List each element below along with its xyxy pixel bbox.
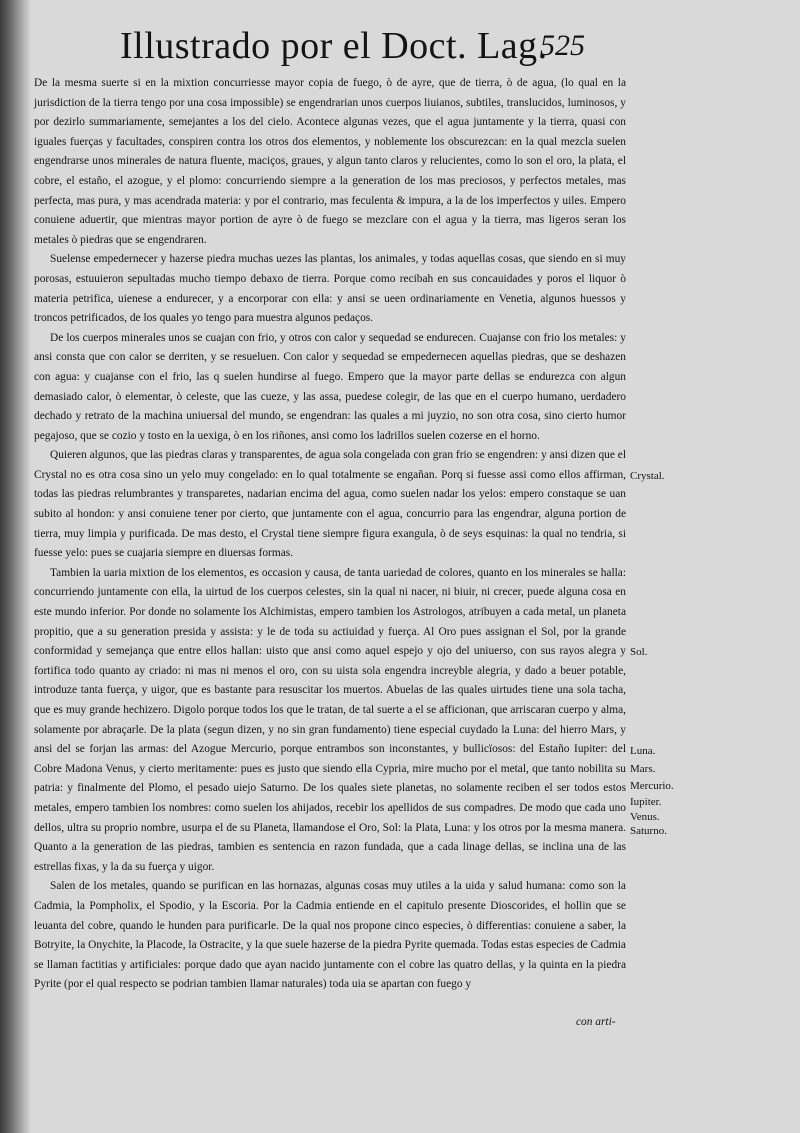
paragraph: Salen de los metales, quando se purifican en las hornazas, algunas cosas muy utiles a la uida y salud humana: como son la Cadmia, la Pompholix, el Spodio, y la Escoria. Por la Cadmia entiende en el capitulo presente Dioscorides, el hollin que se leuanta del cobre, quando le hunden para purificarle. De la qual nos propone cinco especies, ò differentias: conuiene a saber, la Botryite, la Onychite, la Placode, la Ostracite, y la que suele hazerse de la piedra Pyrite quemada. Todas estas especies de Cadmia se llaman factitias y artificiales: porque dado que ayan nacido juntamente con el cobre las quatro dellas, y la quinta en la piedra Pyrite (por el qual respecto se podrian tambien llamar naturales) toda uia se apartan con fuego y [34,880,626,991]
paragraph: De la mesma suerte si en la mixtion concurriesse mayor copia de fuego, ò de ayre, que de tierra, ò de agua, (lo qual en la jurisdiction de la tierra tengo por una cosa impossible) se engendrarian unos cuerpos liuianos, subtiles, translucidos, luminosos, y por dezirlo summariamente, semejantes a los del cielo. Acontece algunas vezes, que el agua juntamente y la tierra, quasi con iguales fuerças y facultades, conspiren contra los otros dos elementos, y noblemente los obscurezcan: en la qual mezcla suelen engendrarse unos minerales de natura fluente, maciços, graues, y algun tanto claros y relucientes, como lo son el oro, la plata, el cobre, el estaño, el azogue, y el plomo: concurriendo siempre a la generation de los mas preciosos, y perfectos metales, mas perfecta, mas pura, y mas acendrada materia: y por el contrario, mas feculenta & impura, a la de los imperfectos y uiles. Empero conuiene aduertir, que mientras mayor portion de ayre ò de fuego se mezclare con el agua y la tierra, mas ligeros seran los metales ò piedras que se engendraren. [34,77,626,246]
page-header [120,20,610,72]
running-head: Illustrado por el Doct. Lag. [120,25,548,67]
binding-gutter [0,0,30,1133]
body-text [34,74,626,995]
margin-note-mercurio: Mercurio. [630,780,674,792]
paragraph: De los cuerpos minerales unos se cuajan con frio, y otros con calor y sequedad se endurecen. Cuajanse con frio los metales: y ansi consta que con calor se derriten, y se resueluen. Con calor y sequedad se empedernecen aquellas piedras, que se deshazen con agua: y cuajanse con el frio, las q suelen hundirse al fuego. Empero que la mayor parte dellas se endurezca con algun demasiado calor, ò elementar, ò celeste, que las cueze, y las assa, puedese colegir, de las que en el cuerpo humano, uerdadero dechado y retrato de la machina uniuersal del mundo, se engendran: las quales a mi juyzio, no son otra cosa, sino cierto humor pegajoso, que se cozio y tosto en la uexiga, ò en los riñones, ansi como los ladrillos suelen cozerse en el horno. [34,331,626,442]
margin-note-mars: Mars. [630,763,656,775]
margin-note-crystal: Crystal. [630,470,665,482]
margin-note-sol: Sol. [630,646,648,658]
paragraph: Tambien la uaria mixtion de los elementos, es occasion y causa, de tanta uariedad de colores, quanto en los minerales se halla: concurriendo juntamente con ella, la uirtud de los cuerpos celestes, sin la qual ni nacer, ni biuir, ni crecer, puede alguna cosa en este mundo inferior. Por donde no solamente los Alchimistas, empero tambien los Astrologos, atribuyen a cada metal, un planeta propitio, que a su generation presida y assista: y le de toda su actiuidad y fuerça. Al Oro pues assignan el Sol, por la grande conformidad y semejança que entre ellos hallan: uisto que ansi como aquel espejo y ojo del uniuerso, con sus rayos alegra y fortifica todo quanto ay criado: ni mas ni menos el oro, con su uista sola engendra increyble alegria, y dado a beuer potable, introduze tanta fuerça, y uigor, que es bastante para resuscitar los muertos. Abuelas de las quales uirtudes tiene una sola tacha, que es muy grande hechizero. Digolo porque todos los que le tratan, de tal suerte a el se afficionan, que arriscaran cuerpo y alma, solamente por abraçarle. De la plata (segun dizen, y no sin gran fundamento) tiene especial cuydado la Luna: del hierro Mars, y ansi del se forjan las armas: del Azogue Mercurio, porque entrambos son inconstantes, y bullicïosos: del Estaño Iupiter: del Cobre Madona Venus, y cierto meritamente: pues es justo que siendo ella Cypria, mire mucho por el metal, que tanto nobilita su patria: y finalmente del Plomo, el pesado uiejo Saturno. De los quales siete planetas, no solamente reciben el ser todos estos metales, empero tambien los nombres: como suelen los ahijados, recebir los apellidos de sus compadres. De modo que cada uno dellos, ultra su proprio nombre, usurpa el de su Planeta, llamandose el Oro, Sol: la Plata, Luna: y los otros por la mesma manera. Quanto a la generation de las piedras, tambien es sentencia en razon fundada, que a cada linage dellas, se inclina una de las estrellas fixas, y la da su fuerça y uigor. [34,566,626,873]
margin-note-venus: Venus. [630,811,660,823]
page-number: 525 [540,29,585,62]
margin-note-luna: Luna. [630,745,656,757]
paragraph: Suelense empedernecer y hazerse piedra muchas uezes las plantas, los animales, y todas aquellas cosas, que siendo en si muy porosas, estuuieron sepultadas mucho tiempo debaxo de tierra. Porque como recibah en sus concauidades y poros el liquor ò materia petrifica, uienese a endurecer, y a encorporar con ella: y ansi se ueen ordinariamente en Venetia, algunos huessos y troncos petrificados, de los quales yo tengo para muestra algunos pedaços. [34,253,626,325]
margin-note-iupiter: Iupiter. [630,796,662,808]
marginalia [630,0,690,1133]
catchword: con arti- [576,1016,616,1028]
paragraph: Quieren algunos, que las piedras claras y transparentes, de agua sola congelada con gran frio se engendren: y ansi dizen que el Crystal no es otra cosa sino un yelo muy congelado: en lo qual totalmente se engañan. Porq si fuesse assi como ellos affirman, todas las piedras relumbrantes y transparetes, nadarian encima del agua, como suelen nadar los yelos: empero constaque se uan subito al hondon: y ansi conuiene tener por cierto, que juntamente con el agua, concurrio para las engendrar, alguna portion de tierra, muy limpia y purificada. De mas desto, el Crystal tiene siempre figura exangula, ò de seys esquinas: la qual no tendria, si fuesse yelo: pues se cuajaria siempre en diuersas formas. [34,449,626,560]
margin-note-saturno: Saturno. [630,825,667,837]
